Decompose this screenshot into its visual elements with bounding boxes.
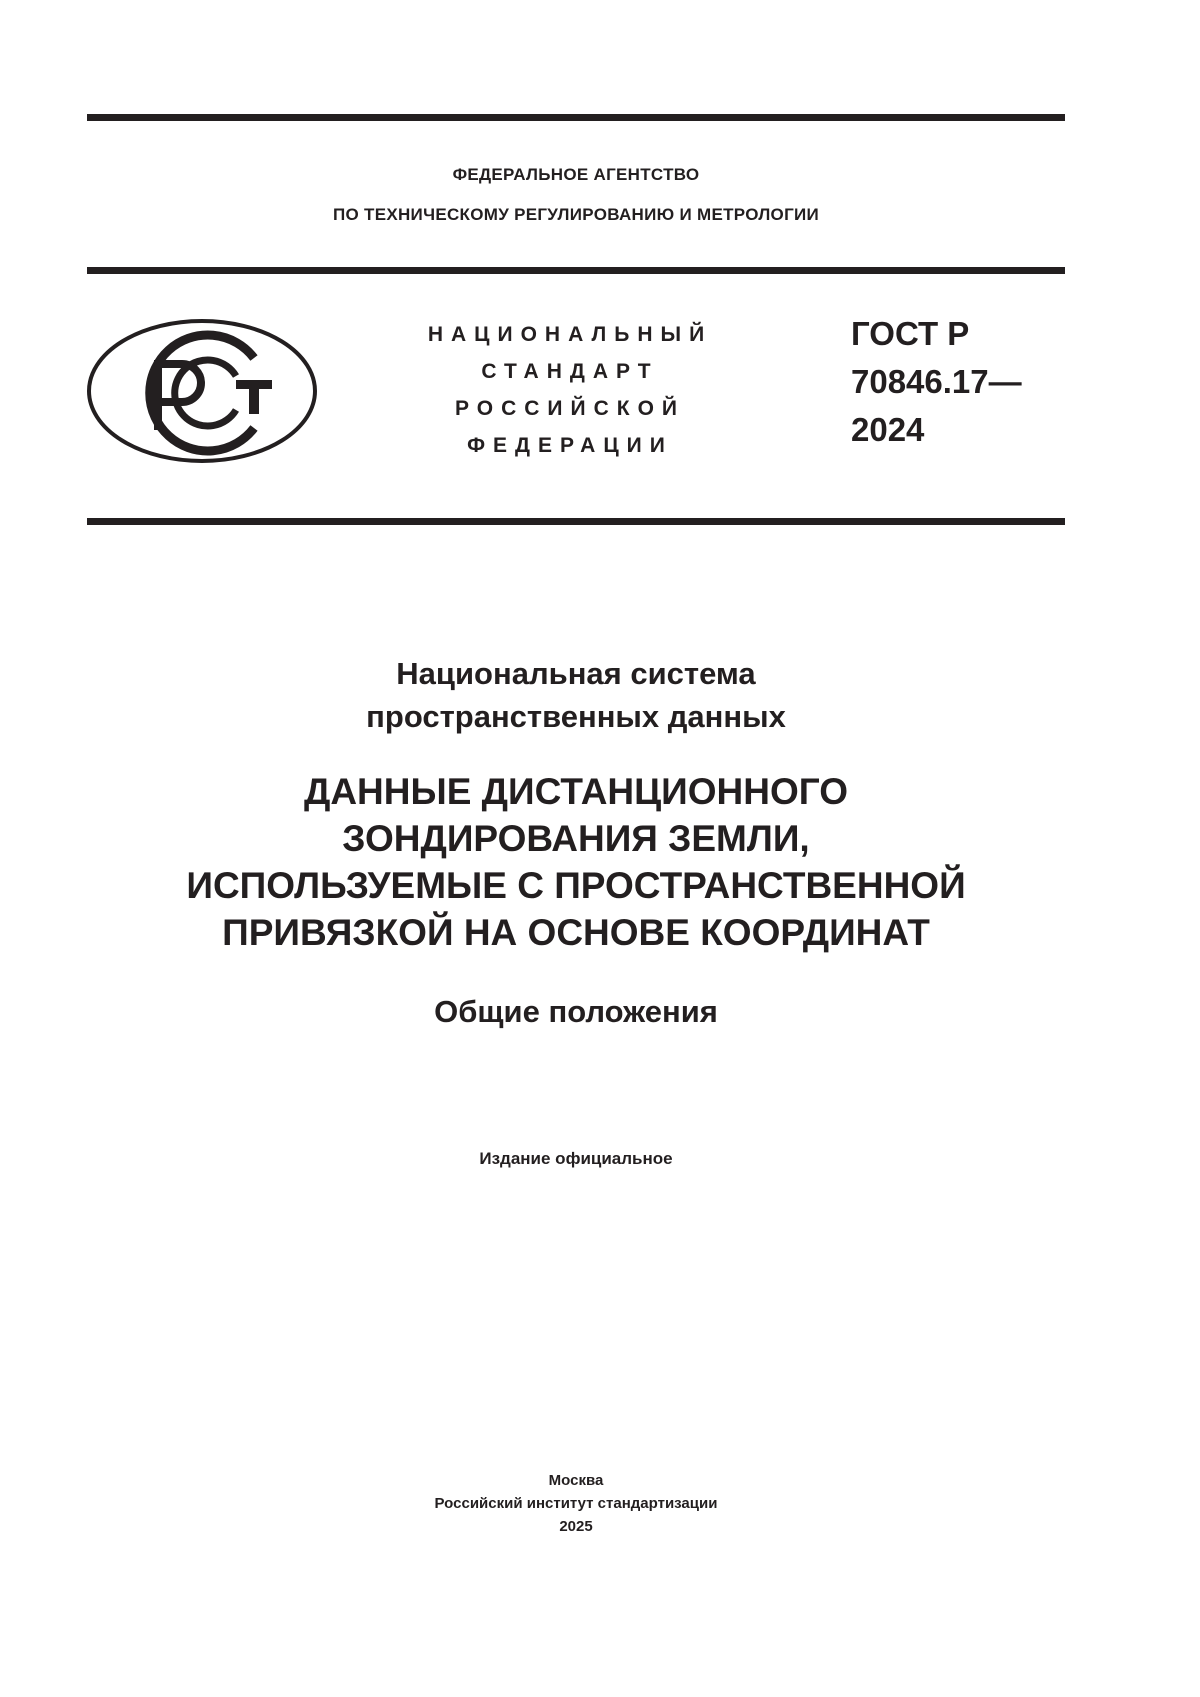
edition-label: Издание официальное xyxy=(479,1149,673,1168)
imprint-publisher: Российский институт стандартизации xyxy=(434,1495,718,1512)
series-subtitle xyxy=(87,652,1065,738)
part-title: Общие положения xyxy=(434,994,718,1029)
top-rule xyxy=(87,114,1065,121)
subtitle-line2: пространственных данных xyxy=(366,699,786,734)
subtitle-line1: Национальная система xyxy=(396,656,756,691)
title-line2: ЗОНДИРОВАНИЯ ЗЕМЛИ, xyxy=(342,818,810,859)
title-line4: ПРИВЯЗКОЙ НА ОСНОВЕ КООРДИНАТ xyxy=(222,912,930,953)
national-standard-line4: ФЕДЕРАЦИИ xyxy=(467,434,673,457)
agency-name-line1: ФЕДЕРАЛЬНОЕ АГЕНТСТВО xyxy=(452,165,700,184)
title-line1: ДАННЫЕ ДИСТАНЦИОННОГО xyxy=(303,771,849,812)
imprint-city: Москва xyxy=(548,1472,604,1489)
designation-line1: ГОСТ Р xyxy=(851,315,970,352)
standard-designation xyxy=(851,310,1022,454)
header-rule xyxy=(87,267,1065,274)
designation-line3: 2024 xyxy=(851,411,925,448)
agency-name-line2: ПО ТЕХНИЧЕСКОМУ РЕГУЛИРОВАНИЮ И МЕТРОЛОГИИ xyxy=(332,205,820,224)
rst-logo-icon xyxy=(86,318,318,464)
imprint xyxy=(87,1469,1065,1538)
header-bottom-rule xyxy=(87,518,1065,525)
national-standard-line3: РОССИЙСКОЙ xyxy=(455,397,685,420)
imprint-year: 2025 xyxy=(559,1518,593,1535)
national-standard-line2: СТАНДАРТ xyxy=(481,360,659,383)
national-standard-label xyxy=(400,316,740,464)
national-standard-line1: НАЦИОНАЛЬНЫЙ xyxy=(427,323,713,346)
document-title xyxy=(87,768,1065,956)
title-line3: ИСПОЛЬЗУЕМЫЕ С ПРОСТРАНСТВЕННОЙ xyxy=(186,865,966,906)
designation-line2: 70846.17— xyxy=(851,363,1022,400)
